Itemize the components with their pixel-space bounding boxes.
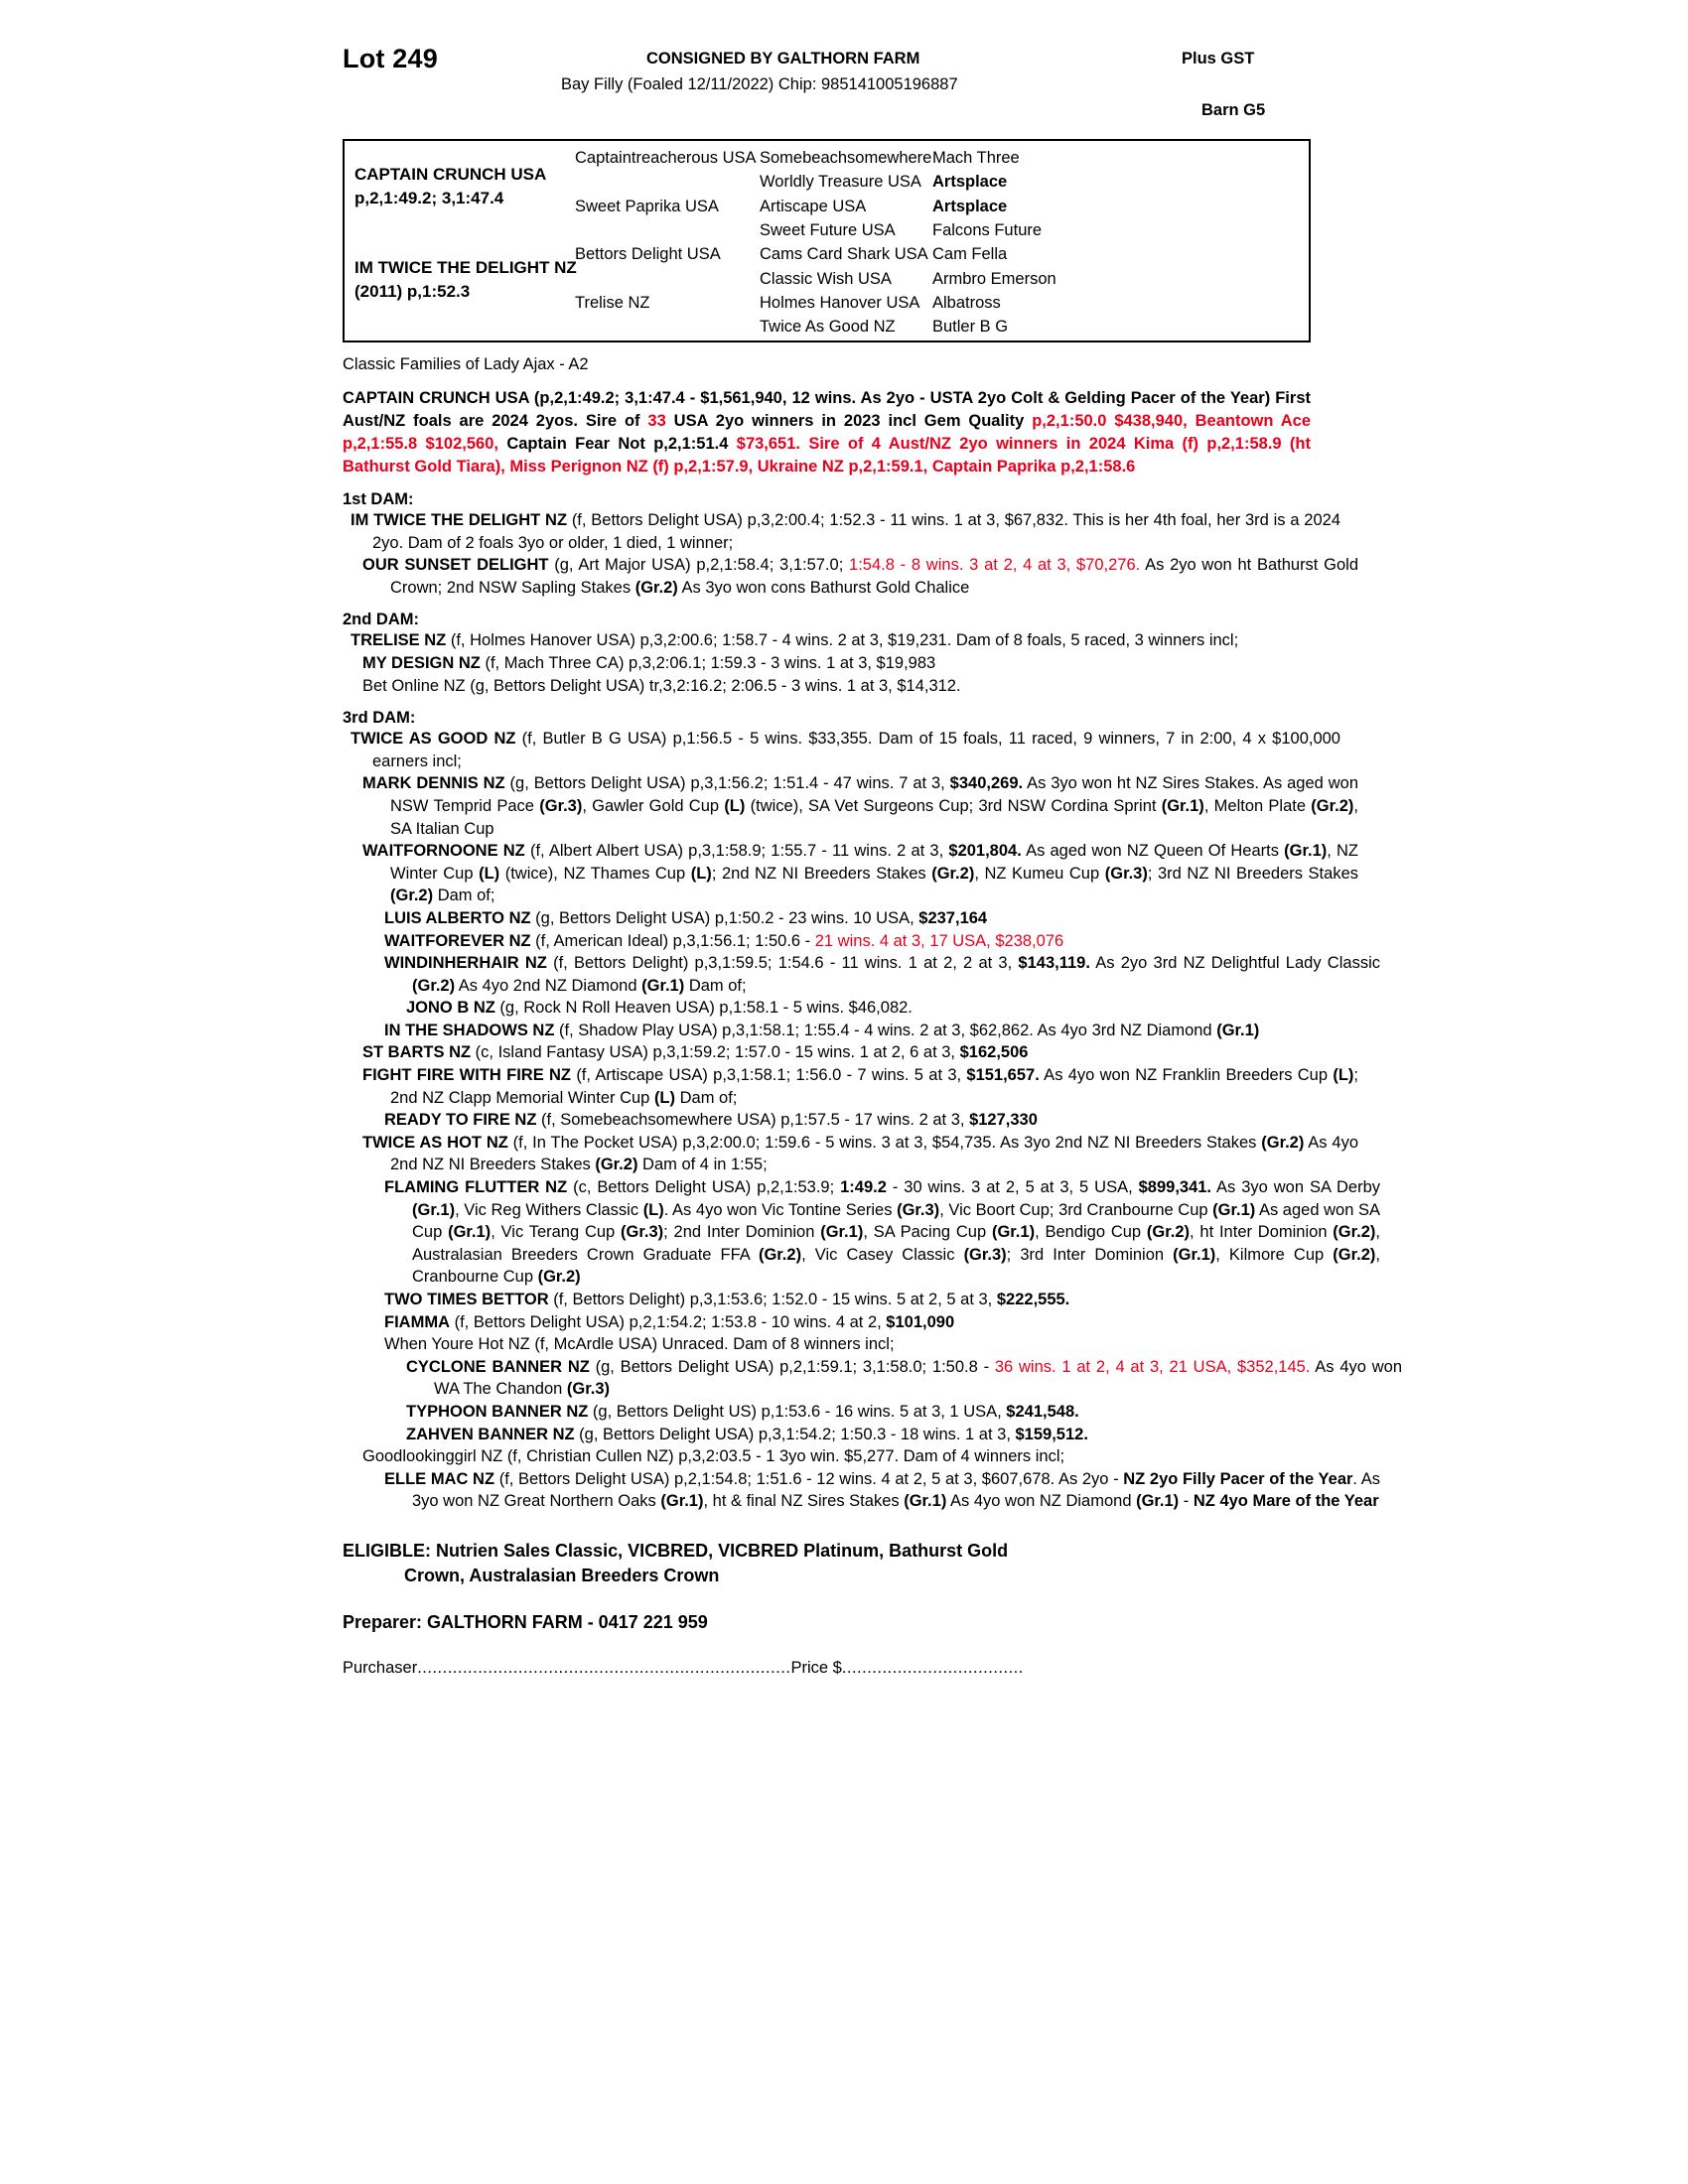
entry-name: (Gr.2): [412, 976, 456, 995]
entry-name: TWICE AS GOOD NZ: [351, 730, 516, 749]
pedigree-entry: [343, 1445, 1358, 1468]
page-content: [343, 40, 1403, 1678]
entry-name: $340,269.: [949, 774, 1024, 793]
entry-name: (Gr.2): [537, 1268, 581, 1287]
entry-text: (g, Rock N Roll Heaven USA) p,1:58.1 - 5 wins. $46,082.: [494, 999, 913, 1018]
entry-text: , Vic Casey Classic: [801, 1245, 964, 1264]
sire-text-4: Captain Fear Not p,2,1:51.4: [497, 435, 737, 453]
entry-text: , Cranbourne Cup: [412, 1245, 1380, 1287]
purchaser-field[interactable]: ..........................................................................: [417, 1658, 791, 1677]
pedigree-entry: [343, 1289, 1380, 1311]
entry-name: (Gr.1): [448, 1223, 492, 1242]
entry-text: , Vic Terang Cup: [491, 1223, 622, 1242]
entry-text: (f, Bettors Delight) p,3,1:53.6; 1:52.0 - 15 wins. 5 at 2, 5 at 3,: [548, 1291, 997, 1308]
entry-name: TYPHOON BANNER NZ: [406, 1402, 589, 1421]
entry-name: WINDINHERHAIR NZ: [384, 954, 547, 973]
sire-text-2: USA 2yo winners in 2023 incl Gem Quality: [665, 412, 1033, 430]
fourth-gen-8: Butler B G: [932, 318, 1009, 336]
entry-text: , Melton Plate: [1203, 796, 1312, 815]
entry-name: (Gr.1): [1212, 1200, 1256, 1219]
pedigree-entry: [343, 1176, 1380, 1289]
sire-name: CAPTAIN CRUNCH USA: [354, 165, 547, 184]
entry-name: TRELISE NZ: [351, 631, 447, 650]
sire-text-3: [1188, 412, 1196, 430]
entry-text: As 4yo 2nd NZ NI Breeders Stakes: [390, 1133, 1358, 1174]
great-grandparent-7: Holmes Hanover USA: [760, 294, 920, 312]
entry-text: , Kilmore Cup: [1215, 1245, 1334, 1264]
plus-gst-label: Plus GST: [1182, 50, 1255, 68]
eligibility-line-2: Crown, Australasian Breeders Crown: [404, 1565, 720, 1585]
entry-name: (Gr.1): [641, 976, 685, 995]
dam-heading: 2nd DAM:: [343, 611, 419, 629]
sire-red-3: Beantown Ace p,2,1:55.8 $102,560,: [343, 412, 1312, 453]
entry-name: (L): [690, 864, 712, 883]
entry-highlight: 1:54.8 - 8 wins. 3 at 2, 4 at 3, $70,276.: [849, 556, 1141, 575]
entry-name: TWO TIMES BETTOR: [384, 1291, 549, 1308]
pedigree-entry: [343, 1468, 1380, 1513]
pedigree-entry: [343, 1356, 1402, 1401]
grandsire-3: Bettors Delight USA: [575, 245, 721, 263]
entry-text: (f, Shadow Play USA) p,3,1:58.1; 1:55.4 - 4 wins. 2 at 3, $62,862. As 4yo 3rd NZ Diamond: [554, 1021, 1217, 1039]
entry-name: (Gr.3): [621, 1223, 664, 1242]
entry-text: As aged won SA Cup: [412, 1200, 1380, 1242]
great-grandparent-8: Twice As Good NZ: [760, 318, 896, 336]
entry-text: , Bendigo Cup: [1035, 1223, 1147, 1242]
entry-text: (f, Bettors Delight) p,3,1:59.5; 1:54.6 - 11 wins. 1 at 2, 2 at 3,: [546, 954, 1019, 973]
entry-text: Dam of;: [675, 1088, 738, 1107]
entry-text: (f, Bettors Delight USA) p,2,1:54.2; 1:53.8 - 10 wins. 4 at 2,: [449, 1312, 887, 1331]
entry-text: ; 2nd Inter Dominion: [663, 1223, 821, 1242]
entry-name: (L): [479, 864, 500, 883]
grandsire-2: Sweet Paprika USA: [575, 198, 719, 215]
entry-name: $201,804.: [948, 842, 1022, 861]
fourth-gen-3: Artsplace: [932, 198, 1008, 215]
fourth-gen-6: Armbro Emerson: [932, 270, 1056, 288]
entry-name: WAITFOREVER NZ: [384, 931, 531, 950]
entry-text: As 2yo 3rd NZ Delightful Lady Classic: [1089, 954, 1380, 973]
pedigree-entry: [343, 930, 1380, 953]
entry-name: MY DESIGN NZ: [362, 653, 481, 672]
entry-text: Dam of 4 in 1:55;: [637, 1156, 768, 1174]
entry-text: (f, Bettors Delight USA) p,3,2:00.4; 1:52.3 - 11 wins. 1 at 3, $67,832. This is her 4th foal, her 3rd is a 2024 2yo. Dam of 2 foals 3yo or older, 1 died, 1 winner;: [372, 511, 1341, 552]
entry-text: (f, Albert Albert USA) p,3,1:58.9; 1:55.7 - 11 wins. 2 at 3,: [524, 842, 949, 861]
barn-label: Barn G5: [1201, 101, 1266, 119]
entry-text: (g, Bettors Delight USA) p,3,1:56.2; 1:51.4 - 47 wins. 7 at 3,: [504, 774, 950, 793]
entry-name: FIAMMA: [384, 1312, 450, 1331]
entry-text: , Gawler Gold Cup: [582, 796, 725, 815]
entry-text: (c, Bettors Delight USA) p,2,1:53.9;: [567, 1178, 841, 1197]
entry-name: ZAHVEN BANNER NZ: [406, 1425, 575, 1443]
pedigree-entry: [343, 652, 1358, 675]
grandsire-4: Trelise NZ: [575, 294, 650, 312]
entry-text: ; 2nd NZ NI Breeders Stakes: [711, 864, 932, 883]
grandsire-1: Captaintreacherous USA: [575, 149, 757, 167]
entry-text: , SA Pacing Cup: [863, 1223, 992, 1242]
entry-name: (Gr.1): [412, 1200, 456, 1219]
sire-text-1: CAPTAIN CRUNCH USA (p,2,1:49.2; 3,1:47.4 - $1,561,940, 12 wins. As 2yo - USTA 2yo Colt & Gelding Pacer of the Year) First Aust/NZ foals are 2024 2yos. Sire of: [343, 389, 1311, 430]
entry-name: ST BARTS NZ: [362, 1043, 472, 1062]
great-grandparent-2: Worldly Treasure USA: [760, 173, 921, 191]
pedigree-entry: [343, 1132, 1358, 1176]
entry-text: . As 4yo won Vic Tontine Series: [663, 1200, 898, 1219]
fourth-gen-2: Artsplace: [932, 173, 1008, 191]
entry-name: (Gr.1): [660, 1492, 704, 1511]
entry-text: (f, Holmes Hanover USA) p,3,2:00.6; 1:58.7 - 4 wins. 2 at 3, $19,231. Dam of 8 foals, 5 raced, 3 winners incl;: [446, 631, 1239, 650]
entry-text: As 4yo won NZ Diamond: [946, 1492, 1137, 1511]
great-grandparent-6: Classic Wish USA: [760, 270, 892, 288]
pedigree-entry: [343, 629, 1340, 652]
sire-record: p,2,1:49.2; 3,1:47.4: [354, 189, 504, 207]
entry-name: $151,657.: [966, 1066, 1040, 1085]
entry-name: (L): [642, 1200, 664, 1219]
entry-text: (twice), SA Vet Surgeons Cup; 3rd NSW Cordina Sprint: [745, 796, 1162, 815]
pedigree-entry: [343, 1041, 1358, 1064]
entry-name: WAITFORNOONE NZ: [362, 842, 525, 861]
entry-text: , ht & final NZ Sires Stakes: [703, 1492, 905, 1511]
entry-name: (Gr.1): [1284, 842, 1328, 861]
entry-text: , SA Italian Cup: [390, 796, 1358, 838]
entry-name: (L): [653, 1088, 676, 1107]
entry-name: IN THE SHADOWS NZ: [384, 1021, 555, 1039]
pedigree-entry: [343, 509, 1340, 554]
entry-name: $222,555.: [996, 1291, 1070, 1308]
eligibility-line-1: ELIGIBLE: Nutrien Sales Classic, VICBRED, VICBRED Platinum, Bathurst Gold: [343, 1540, 1009, 1561]
entry-name: NZ 2yo Filly Pacer of the Year: [1123, 1469, 1353, 1488]
entry-text: -: [1179, 1492, 1194, 1511]
entry-text: ; 2nd NZ Clapp Memorial Winter Cup: [390, 1066, 1358, 1107]
great-grandparent-5: Cams Card Shark USA: [760, 245, 928, 263]
entry-name: LUIS ALBERTO NZ: [384, 908, 531, 927]
pedigree-entry: [343, 1109, 1380, 1132]
sire-red-1: 33: [647, 412, 666, 430]
pedigree-entry: [343, 1311, 1380, 1334]
fourth-gen-1: Mach Three: [932, 149, 1020, 167]
entry-text: , NZ Winter Cup: [390, 842, 1359, 883]
entry-text: As 4yo won NZ Franklin Breeders Cup: [1039, 1066, 1334, 1085]
entry-name: (Gr.1): [904, 1492, 947, 1511]
entry-name: MARK DENNIS NZ: [362, 774, 505, 793]
entry-highlight: 21 wins. 4 at 3, 17 USA, $238,076: [814, 931, 1064, 950]
family-line: Classic Families of Lady Ajax - A2: [343, 355, 589, 373]
entry-name: (Gr.2): [1261, 1133, 1305, 1152]
entry-name: (Gr.2): [1311, 796, 1354, 815]
fourth-gen-4: Falcons Future: [932, 221, 1043, 239]
entry-name: ELLE MAC NZ: [384, 1469, 495, 1488]
dam-name: IM TWICE THE DELIGHT NZ: [354, 258, 577, 277]
entry-text: As 4yo 2nd NZ Diamond: [455, 976, 642, 995]
entry-text: As 3yo won ht NZ Sires Stakes. As aged won NSW Temprid Pace: [390, 774, 1359, 815]
entry-text: As 2yo won ht Bathurst Gold Crown; 2nd NSW Sapling Stakes: [390, 556, 1358, 597]
entry-text: , ht Inter Dominion: [1190, 1223, 1334, 1242]
entry-name: READY TO FIRE NZ: [384, 1111, 537, 1130]
entry-name: (Gr.2): [390, 887, 434, 905]
entry-name: (Gr.3): [963, 1245, 1007, 1264]
entry-name: IM TWICE THE DELIGHT NZ: [351, 511, 568, 529]
entry-text: Bet Online NZ (g, Bettors Delight USA) tr,3,2:16.2; 2:06.5 - 3 wins. 1 at 3, $14,312.: [362, 676, 961, 695]
entry-text: , Vic Reg Withers Classic: [455, 1200, 643, 1219]
entry-name: (Gr.3): [897, 1200, 940, 1219]
eligibility-block: [343, 1539, 1345, 1588]
entry-text: (f, Mach Three CA) p,3,2:06.1; 1:59.3 - 3 wins. 1 at 3, $19,983: [480, 653, 936, 672]
entry-name: (Gr.3): [566, 1380, 611, 1399]
entry-text: As 4yo won WA The Chandon: [434, 1357, 1403, 1399]
great-grandparent-4: Sweet Future USA: [760, 221, 896, 239]
entry-text: ; 3rd NZ NI Breeders Stakes: [1147, 864, 1358, 883]
pedigree-entry: [343, 728, 1340, 772]
entry-text: As 3yo won cons Bathurst Gold Chalice: [677, 578, 970, 597]
entry-name: (Gr.3): [539, 796, 583, 815]
entry-name: $241,548.: [1006, 1402, 1079, 1421]
entry-name: (Gr.1): [820, 1223, 864, 1242]
entry-name: (Gr.2): [758, 1245, 802, 1264]
pedigree-entry: [343, 1424, 1402, 1446]
entry-name: $237,164: [918, 908, 988, 927]
entry-name: (L): [1333, 1066, 1354, 1085]
price-field[interactable]: ....................................: [841, 1658, 1024, 1677]
entry-text: (twice), NZ Thames Cup: [499, 864, 691, 883]
entry-text: As aged won NZ Queen Of Hearts: [1021, 842, 1285, 861]
entry-highlight: 36 wins. 1 at 2, 4 at 3, 21 USA, $352,145.: [994, 1357, 1311, 1376]
entry-name: (Gr.2): [1333, 1245, 1376, 1264]
dam-heading: 3rd DAM:: [343, 709, 416, 728]
entry-name: CYCLONE BANNER NZ: [406, 1357, 590, 1376]
fourth-gen-5: Cam Fella: [932, 245, 1008, 263]
entry-name: FLAMING FLUTTER NZ: [384, 1178, 568, 1197]
pedigree-entry: [343, 1020, 1380, 1042]
entry-text: , NZ Kumeu Cup: [974, 864, 1105, 883]
entry-name: (Gr.1): [1161, 796, 1204, 815]
entry-text: (f, Somebeachsomewhere USA) p,1:57.5 - 17 wins. 2 at 3,: [536, 1111, 970, 1130]
entry-name: (Gr.1): [1173, 1245, 1216, 1264]
entry-text: (g, Bettors Delight USA) p,2,1:59.1; 3,1:58.0; 1:50.8 -: [589, 1357, 995, 1376]
entry-text: , Australasian Breeders Crown Graduate FFA: [412, 1223, 1380, 1264]
pedigree-entry: [343, 675, 1358, 698]
entry-text: Goodlookinggirl NZ (f, Christian Cullen NZ) p,3,2:03.5 - 1 3yo win. $5,277. Dam of 4 winners incl;: [362, 1447, 1065, 1466]
lot-number: Lot 249: [343, 44, 438, 73]
entry-text: . As 3yo won NZ Great Northern Oaks: [412, 1469, 1380, 1511]
sire-red-4: $73,651. Sire of 4 Aust/NZ 2yo winners in 2024 Kima (f) p,2,1:58.9 (ht Bathurst Gold Tiara), Miss Perignon NZ (f) p,2,1:57.9, Ukraine NZ p,2,1:59.1, Captain Paprika p,2,1:58.6: [343, 435, 1311, 476]
entry-name: (Gr.3): [1104, 864, 1148, 883]
entry-name: $159,512.: [1015, 1425, 1088, 1443]
pedigree-entry: [343, 1064, 1358, 1109]
entry-text: (c, Island Fantasy USA) p,3,1:59.2; 1:57.0 - 15 wins. 1 at 2, 6 at 3,: [471, 1043, 960, 1062]
entry-name: $899,341.: [1138, 1178, 1212, 1197]
price-label: Price $: [790, 1658, 842, 1677]
entry-text: Dam of;: [433, 887, 495, 905]
entry-name: FIGHT FIRE WITH FIRE NZ: [362, 1066, 572, 1085]
pedigree-table: [343, 139, 1311, 342]
entry-name: (Gr.1): [991, 1223, 1036, 1242]
preparer-line: Preparer: GALTHORN FARM - 0417 221 959: [343, 1611, 708, 1632]
sire-red-2: p,2,1:50.0 $438,940,: [1032, 412, 1188, 430]
entry-text: Dam of;: [684, 976, 747, 995]
pedigree-entry: [343, 952, 1380, 997]
entry-text: ; 3rd Inter Dominion: [1006, 1245, 1174, 1264]
pedigree-entry: [343, 554, 1358, 599]
entry-name: (Gr.2): [595, 1156, 638, 1174]
entry-name: (Gr.1): [1136, 1492, 1180, 1511]
entry-text: (f, Butler B G USA) p,1:56.5 - 5 wins. $33,355. Dam of 15 foals, 11 raced, 9 winners, 7 in 2:00, 4 x $100,000 earners incl;: [372, 730, 1340, 770]
pedigree-entry: [343, 907, 1380, 930]
entry-text: (f, American Ideal) p,3,1:56.1; 1:50.6 -: [530, 931, 815, 950]
entry-name: (Gr.2): [931, 864, 975, 883]
entry-text: (f, In The Pocket USA) p,3,2:00.0; 1:59.6 - 5 wins. 3 at 3, $54,735. As 3yo 2nd NZ NI Breeders Stakes: [507, 1133, 1262, 1152]
dam-heading: 1st DAM:: [343, 490, 414, 508]
entry-name: (Gr.2): [1333, 1223, 1376, 1242]
dam-sections: [343, 490, 1403, 1513]
entry-name: OUR SUNSET DELIGHT: [362, 556, 549, 575]
pedigree-entry: [343, 997, 1402, 1020]
sire-paragraph: [343, 387, 1311, 478]
page-header: [343, 40, 1345, 134]
entry-name: $127,330: [969, 1111, 1038, 1130]
entry-text: (g, Art Major USA) p,2,1:58.4; 3,1:57.0;: [548, 556, 850, 575]
entry-text: As 3yo won SA Derby: [1211, 1178, 1380, 1197]
pedigree-entry: [343, 1401, 1402, 1424]
pedigree-entry: [343, 772, 1358, 840]
entry-text: (g, Bettors Delight US) p,1:53.6 - 16 wins. 5 at 3, 1 USA,: [588, 1402, 1007, 1421]
entry-name: NZ 4yo Mare of the Year: [1193, 1492, 1379, 1511]
entry-text: - 30 wins. 3 at 2, 5 at 3, 5 USA,: [886, 1178, 1139, 1197]
entry-text: , Vic Boort Cup; 3rd Cranbourne Cup: [939, 1200, 1213, 1219]
dam-record: (2011) p,1:52.3: [354, 282, 471, 301]
entry-name: (Gr.2): [634, 578, 678, 597]
entry-name: (L): [724, 796, 746, 815]
pedigree-entry: [343, 840, 1358, 907]
entry-name: (Gr.2): [1146, 1223, 1191, 1242]
entry-text: (g, Bettors Delight USA) p,3,1:54.2; 1:50.3 - 18 wins. 1 at 3,: [574, 1425, 1016, 1443]
purchaser-label: Purchaser: [343, 1658, 418, 1677]
pedigree-entry: [343, 1333, 1380, 1356]
entry-name: 1:49.2: [840, 1178, 887, 1197]
entry-text: When Youre Hot NZ (f, McArdle USA) Unraced. Dam of 8 winners incl;: [384, 1335, 895, 1354]
horse-details-line: Bay Filly (Foaled 12/11/2022) Chip: 985141005196887: [561, 75, 958, 93]
entry-text: (f, Artiscape USA) p,3,1:58.1; 1:56.0 - 7 wins. 5 at 3,: [571, 1066, 967, 1085]
entry-name: $162,506: [959, 1043, 1029, 1062]
entry-name: (Gr.1): [1216, 1021, 1260, 1039]
entry-text: (g, Bettors Delight USA) p,1:50.2 - 23 wins. 10 USA,: [530, 908, 919, 927]
consignor-label: CONSIGNED BY GALTHORN FARM: [646, 50, 920, 68]
entry-name: $101,090: [886, 1312, 955, 1331]
entry-name: TWICE AS HOT NZ: [362, 1133, 508, 1152]
entry-name: JONO B NZ: [406, 999, 495, 1018]
great-grandparent-1: Somebeachsomewhere: [760, 149, 932, 167]
purchaser-footer: [343, 1659, 1345, 1678]
great-grandparent-3: Artiscape USA: [760, 198, 867, 215]
entry-text: (f, Bettors Delight USA) p,2,1:54.8; 1:51.6 - 12 wins. 4 at 2, 5 at 3, $607,678. As 2yo -: [494, 1469, 1124, 1488]
entry-name: $143,119.: [1018, 954, 1090, 973]
fourth-gen-7: Albatross: [932, 294, 1001, 312]
